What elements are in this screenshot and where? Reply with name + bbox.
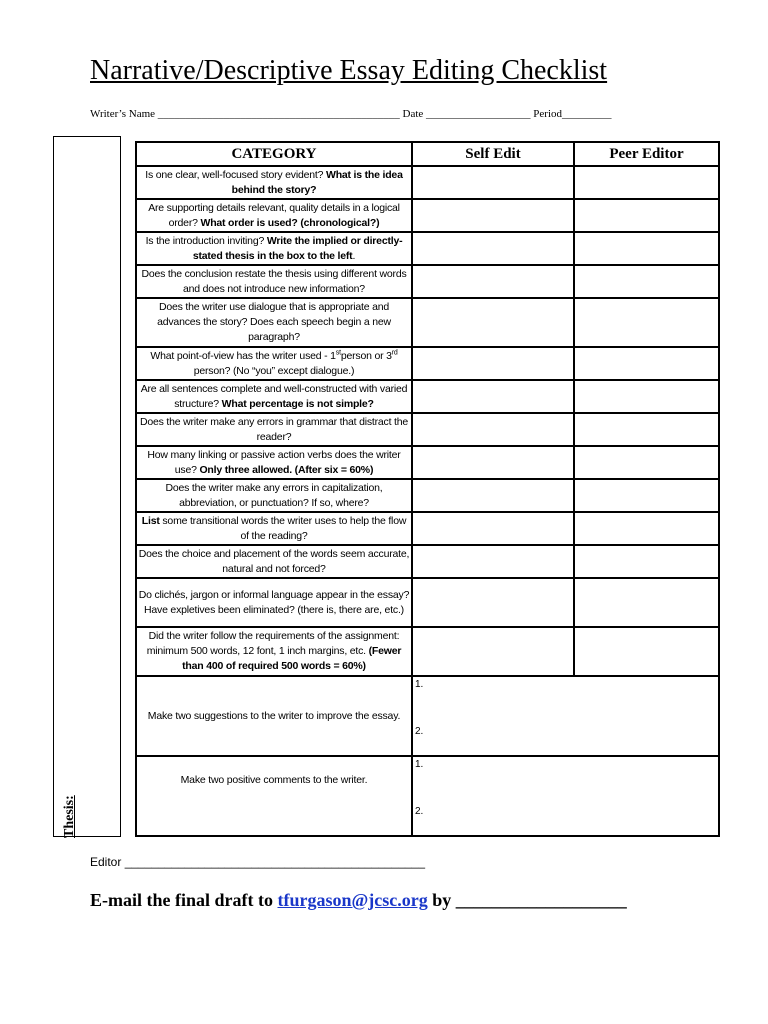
self-edit-cell[interactable] — [412, 627, 574, 676]
self-edit-cell[interactable] — [412, 265, 574, 298]
email-instruction — [90, 890, 627, 911]
table-row — [136, 265, 719, 298]
writer-name-blank[interactable]: ____________________________________________ — [157, 108, 400, 120]
peer-editor-cell[interactable] — [574, 265, 719, 298]
table-row — [136, 413, 719, 446]
suggestion-number-1: 1. — [415, 679, 424, 690]
table-row — [136, 298, 719, 347]
category-cell: Is the introduction inviting? Write the implied or directly-stated thesis in the box to the left. — [136, 232, 412, 265]
writer-info-line — [90, 108, 710, 120]
table-row — [136, 232, 719, 265]
self-edit-cell[interactable] — [412, 199, 574, 232]
email-prefix: E-mail the final draft to — [90, 890, 273, 910]
category-cell: What point-of-view has the writer used - 1stperson or 3rd person? (No “you” except dialogue.) — [136, 347, 412, 380]
peer-editor-cell[interactable] — [574, 347, 719, 380]
category-cell: Does the writer use dialogue that is appropriate and advances the story? Does each speech begin a new paragraph? — [136, 298, 412, 347]
editor-label: Editor — [90, 855, 122, 869]
date-label: Date — [402, 108, 424, 120]
peer-editor-cell[interactable] — [574, 298, 719, 347]
due-date-blank[interactable]: ___________________ — [455, 890, 627, 910]
suggestions-prompt: Make two suggestions to the writer to improve the essay. — [136, 676, 412, 756]
page-title: Narrative/Descriptive Essay Editing Checklist — [90, 55, 608, 86]
table-row — [136, 512, 719, 545]
period-blank[interactable]: _________ — [562, 108, 612, 120]
self-edit-cell[interactable] — [412, 413, 574, 446]
table-row — [136, 545, 719, 578]
table-row — [136, 199, 719, 232]
email-link[interactable]: tfurgason@jcsc.org — [277, 890, 428, 910]
checklist-table — [135, 141, 720, 837]
category-cell: Does the writer make any errors in capitalization, abbreviation, or punctuation? If so, where? — [136, 479, 412, 512]
category-cell: Are all sentences complete and well-constructed with varied structure? What percentage is not simple? — [136, 380, 412, 413]
table-header-row — [136, 142, 719, 166]
peer-editor-cell[interactable] — [574, 578, 719, 627]
category-cell: Does the conclusion restate the thesis using different words and does not introduce new information? — [136, 265, 412, 298]
category-cell: Does the choice and placement of the words seem accurate, natural and not forced? — [136, 545, 412, 578]
table-row — [136, 479, 719, 512]
self-edit-cell[interactable] — [412, 298, 574, 347]
category-cell: Are supporting details relevant, quality details in a logical order? What order is used? (chronological?) — [136, 199, 412, 232]
self-edit-cell[interactable] — [412, 347, 574, 380]
category-cell: How many linking or passive action verbs does the writer use? Only three allowed. (After six = 60%) — [136, 446, 412, 479]
email-by: by — [432, 890, 452, 910]
comment-number-1: 1. — [415, 759, 424, 770]
suggestions-answer-cell[interactable] — [412, 676, 719, 756]
date-blank[interactable]: ___________________ — [426, 108, 531, 120]
comments-row — [136, 756, 719, 836]
self-edit-cell[interactable] — [412, 512, 574, 545]
table-row — [136, 347, 719, 380]
editor-blank[interactable]: _____________________________________________ — [124, 855, 426, 869]
category-cell: List some transitional words the writer uses to help the flow of the reading? — [136, 512, 412, 545]
self-edit-header: Self Edit — [412, 142, 574, 166]
writer-name-label: Writer’s Name — [90, 108, 156, 120]
thesis-box[interactable] — [53, 136, 121, 837]
self-edit-cell[interactable] — [412, 166, 574, 199]
category-cell: Did the writer follow the requirements of the assignment: minimum 500 words, 12 font, 1 inch margins, etc. (Fewer than 400 of required 500 words = 60%) — [136, 627, 412, 676]
table-row — [136, 627, 719, 676]
peer-editor-cell[interactable] — [574, 166, 719, 199]
self-edit-cell[interactable] — [412, 578, 574, 627]
thesis-label: Thesis: — [62, 795, 77, 838]
category-header: CATEGORY — [136, 142, 412, 166]
peer-editor-cell[interactable] — [574, 512, 719, 545]
peer-editor-cell[interactable] — [574, 232, 719, 265]
peer-editor-cell[interactable] — [574, 446, 719, 479]
table-row — [136, 446, 719, 479]
suggestion-number-2: 2. — [415, 726, 424, 737]
self-edit-cell[interactable] — [412, 446, 574, 479]
self-edit-cell[interactable] — [412, 232, 574, 265]
peer-editor-cell[interactable] — [574, 199, 719, 232]
table-row — [136, 578, 719, 627]
comment-number-2: 2. — [415, 806, 424, 817]
comments-answer-cell[interactable] — [412, 756, 719, 836]
peer-editor-cell[interactable] — [574, 479, 719, 512]
peer-editor-cell[interactable] — [574, 413, 719, 446]
category-cell: Is one clear, well-focused story evident? What is the idea behind the story? — [136, 166, 412, 199]
self-edit-cell[interactable] — [412, 479, 574, 512]
peer-editor-cell[interactable] — [574, 627, 719, 676]
category-cell: Does the writer make any errors in grammar that distract the reader? — [136, 413, 412, 446]
table-row — [136, 380, 719, 413]
self-edit-cell[interactable] — [412, 545, 574, 578]
period-label: Period — [533, 108, 563, 120]
self-edit-cell[interactable] — [412, 380, 574, 413]
category-cell: Do clichés, jargon or informal language appear in the essay? Have expletives been eliminated? (there is, there are, etc.) — [136, 578, 412, 627]
peer-editor-cell[interactable] — [574, 545, 719, 578]
peer-editor-header: Peer Editor — [574, 142, 719, 166]
table-row — [136, 166, 719, 199]
editor-line — [90, 855, 425, 869]
comments-prompt: Make two positive comments to the writer. — [136, 756, 412, 836]
suggestions-row — [136, 676, 719, 756]
peer-editor-cell[interactable] — [574, 380, 719, 413]
